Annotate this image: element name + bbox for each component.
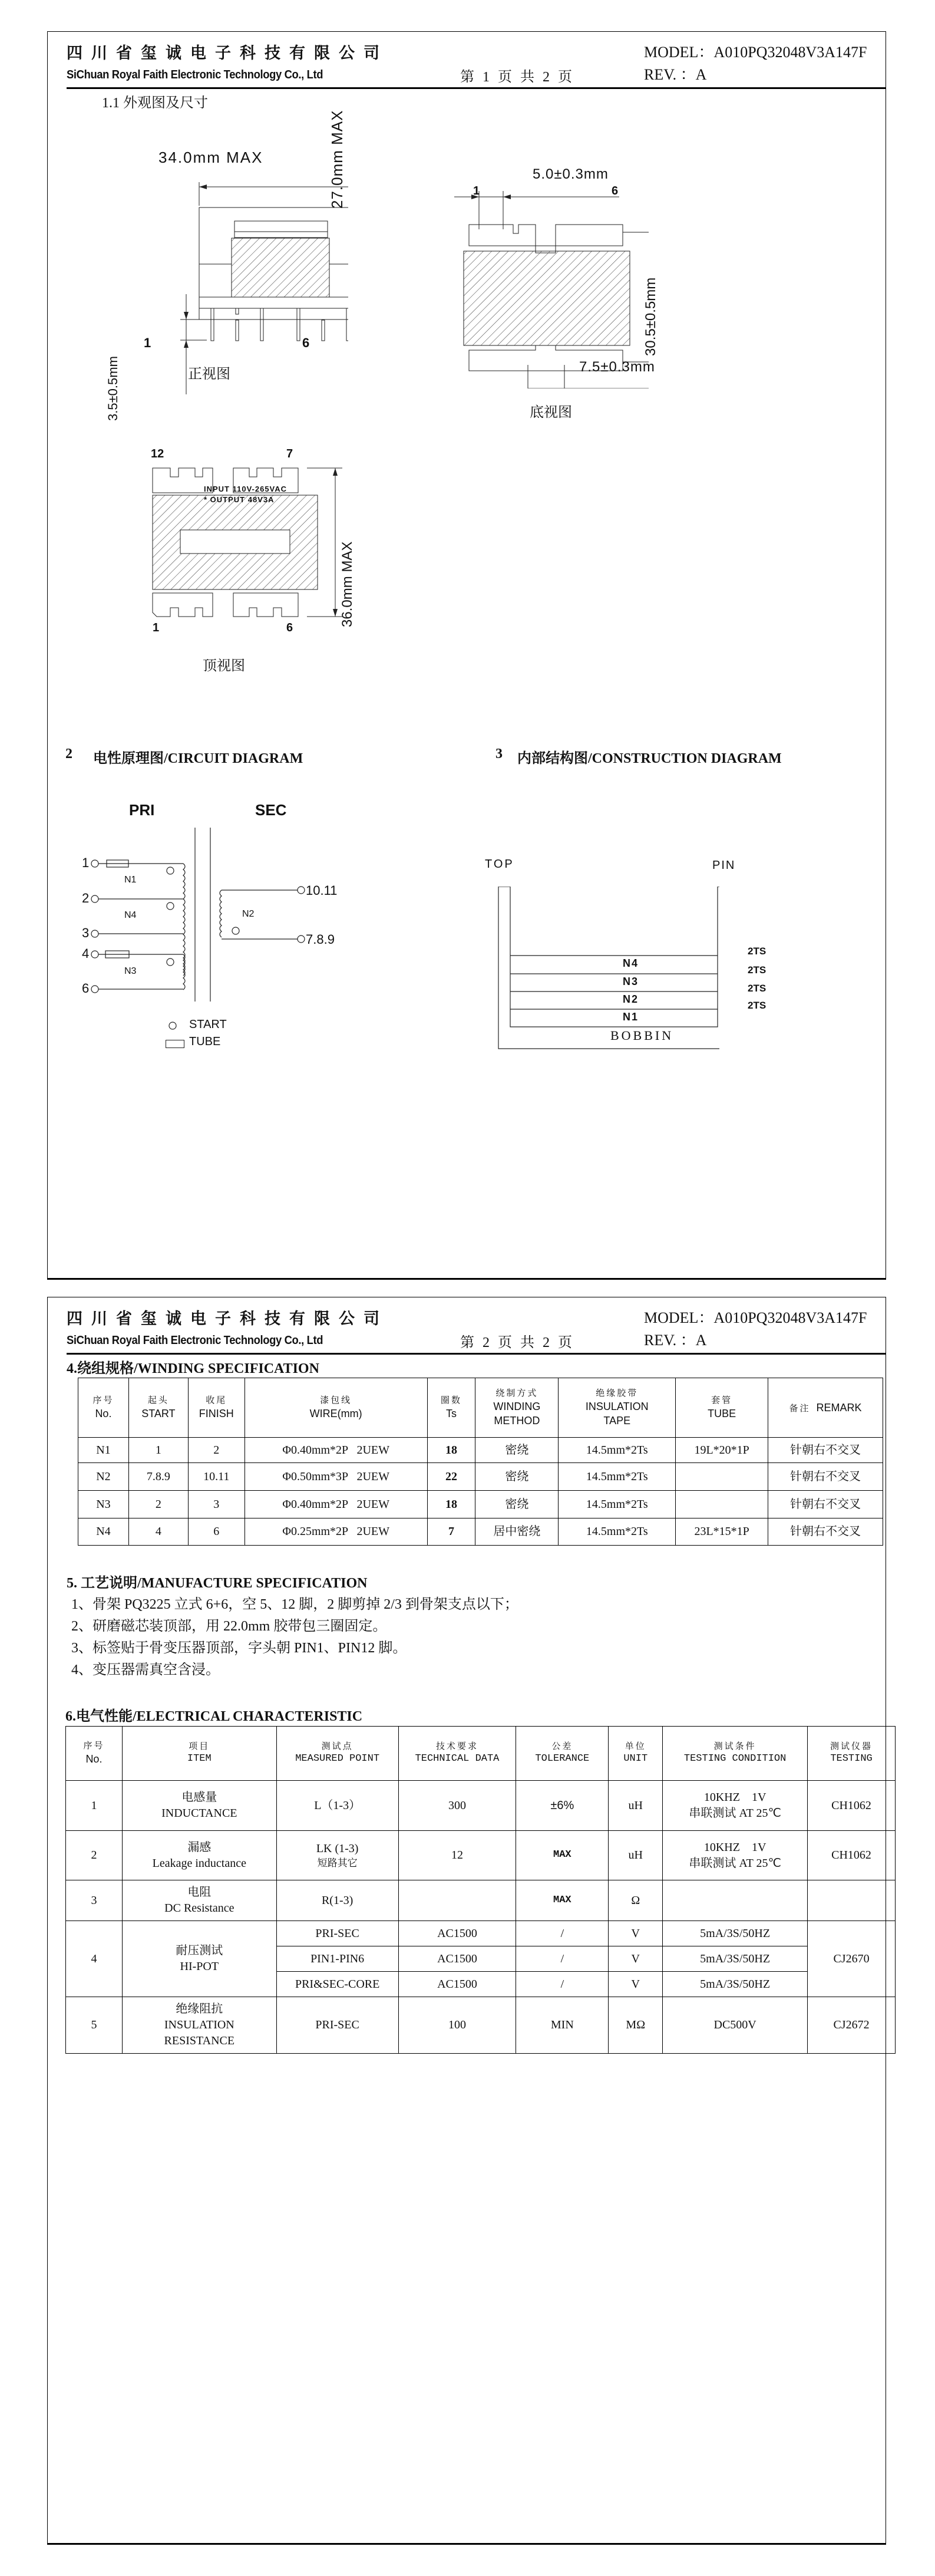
header-turns: 圈数 Ts (427, 1378, 475, 1438)
pin-length-dimension: 3.5±0.5mm (105, 356, 120, 421)
electrical-spec-table (65, 1726, 896, 2054)
section-3-number: 3 (495, 746, 503, 762)
legend-tube-icon (166, 1040, 184, 1048)
winding-n2-label: N2 (242, 909, 255, 919)
manufacture-step-3: 3、标签贴于骨变压器顶部，字头朝 PIN1、PIN12 脚。 (71, 1641, 407, 1656)
table-row: PIN1-PIN6 AC1500 / V 5mA/3S/50HZ (66, 1946, 896, 1972)
manufacture-step-1: 1、骨架 PQ3225 立式 6+6，空 5、12 脚，2 脚剪掉 2/3 到骨架支点以下； (71, 1597, 518, 1612)
section-1-title: 1.1 外观图及尺寸 (102, 95, 208, 111)
header-divider (67, 1353, 886, 1355)
pin-2-label: 2 (82, 891, 90, 905)
section-4-title: 4.绕组规格/WINDING SPECIFICATION (67, 1361, 319, 1376)
manufacture-step-2: 2、研磨磁芯装顶部，用 22.0mm 胶带包三圈固定。 (71, 1619, 387, 1634)
header-unit: 单位 UNIT (609, 1727, 663, 1781)
top-label: TOP (485, 858, 514, 871)
header-tape: 绝缘胶带 INSULATION TAPE (559, 1378, 676, 1438)
front-view-drawing (101, 147, 348, 394)
table-row: PRI&SEC-CORE AC1500 / V 5mA/3S/50HZ (66, 1972, 896, 1997)
table-row: N3 2 3 Φ0.40mm*2P 2UEW 18 密绕 14.5mm*2Ts 针朝右不交叉 (78, 1491, 883, 1518)
top-pin-6-label: 6 (286, 621, 293, 634)
header-finish: 收尾 FINISH (188, 1378, 245, 1438)
layer-n1: N1 (623, 1011, 639, 1023)
circuit-diagram (65, 822, 348, 1034)
model-number: MODEL：A010PQ32048V3A147F (644, 44, 867, 61)
header-item: 项目 ITEM (122, 1727, 276, 1781)
header-testing: 测试仪器 TESTING (808, 1727, 896, 1781)
pin-4-label: 4 (82, 946, 90, 961)
front-width-dimension: 34.0mm MAX (158, 149, 263, 166)
pin-6-label: 6 (82, 981, 90, 996)
header-tolerance: 公差 TOLERANCE (516, 1727, 609, 1781)
header-divider (67, 87, 886, 89)
front-pin-6-label: 6 (302, 335, 310, 350)
table-header-row (78, 1378, 883, 1438)
secondary-label: SEC (255, 801, 287, 819)
front-pin-1-label: 1 (144, 335, 151, 350)
bottom-pin-6-label: 6 (612, 185, 619, 197)
spec-page-2 (47, 1297, 886, 2545)
table-row: N4 4 6 Φ0.25mm*2P 2UEW 7 居中密绕 14.5mm*2Ts 23L*15*1P 针朝右不交叉 (78, 1518, 883, 1546)
header-start: 起头 START (128, 1378, 188, 1438)
tape-layer-1: 2TS (748, 946, 766, 957)
header-remark: 备注 REMARK (768, 1378, 883, 1438)
table-row: 1 电感量 INDUCTANCE L（1-3） 300 ±6% uH 10KHZ 1V 串联测试 AT 25℃ CH1062 (66, 1781, 896, 1831)
page-number: 第 1 页 共 2 页 (460, 70, 574, 85)
header-testing-condition: 测试条件 TESTING CONDITION (663, 1727, 808, 1781)
primary-label: PRI (129, 801, 155, 819)
tape-layer-3: 2TS (748, 983, 766, 994)
revision: REV. ：A (644, 66, 707, 83)
pin-3-label: 3 (82, 925, 90, 940)
tape-layer-2: 2TS (748, 964, 766, 976)
front-view-caption: 正视图 (188, 367, 230, 382)
layer-n2: N2 (623, 993, 639, 1005)
layer-n4: N4 (623, 957, 639, 969)
pin-pitch-dimension: 5.0±0.3mm (533, 166, 609, 182)
company-name-en: SiChuan Royal Faith Electronic Technology Co., Ltd (67, 68, 323, 81)
top-pin-1-label: 1 (153, 621, 160, 634)
top-pin-7-label: 7 (286, 447, 293, 460)
header-no: 序号 No. (66, 1727, 123, 1781)
winding-spec-table (78, 1378, 883, 1546)
bottom-view-caption: 底视图 (530, 405, 572, 420)
bobbin-label: BOBBIN (610, 1028, 674, 1043)
tape-layer-4: 2TS (748, 1000, 766, 1011)
revision: REV. ：A (644, 1332, 707, 1349)
bottom-pin-1-label: 1 (473, 185, 480, 197)
table-row: 4 耐压测试 HI-POT PRI-SEC AC1500 / V 5mA/3S/50HZ CJ2670 (66, 1921, 896, 1946)
company-name-cn: 四川省玺诚电子科技有限公司 (67, 1310, 388, 1328)
label-output-line: * OUTPUT 48V3A (204, 495, 275, 504)
table-row: 5 绝缘阻抗 INSULATION RESISTANCE PRI-SEC 100 MIN MΩ DC500V CJ2672 (66, 1997, 896, 2054)
bottom-view-drawing (425, 176, 649, 388)
section-6-title: 6.电气性能/ELECTRICAL CHARACTERISTIC (65, 1709, 363, 1724)
winding-n1-label: N1 (124, 875, 137, 885)
spec-page-1 (47, 31, 886, 1280)
section-2-title: 电性原理图/CIRCUIT DIAGRAM (93, 751, 303, 766)
product-label (204, 484, 287, 505)
page-number: 第 2 页 共 2 页 (460, 1335, 574, 1350)
front-height-dimension: 27.0mm MAX (328, 110, 346, 209)
header-method: 绕制方式 WINDING METHOD (475, 1378, 559, 1438)
legend-start-label: START (189, 1018, 227, 1031)
company-name-en: SiChuan Royal Faith Electronic Technology Co., Ltd (67, 1334, 323, 1347)
header-no: 序号 No. (78, 1378, 129, 1438)
table-row: N1 1 2 Φ0.40mm*2P 2UEW 18 密绕 14.5mm*2Ts 19L*20*1P 针朝右不交叉 (78, 1438, 883, 1463)
section-3-title: 内部结构图/CONSTRUCTION DIAGRAM (517, 751, 782, 766)
header-technical-data: 技术要求 TECHNICAL DATA (398, 1727, 516, 1781)
model-number: MODEL：A010PQ32048V3A147F (644, 1309, 867, 1326)
top-pin-12-label: 12 (151, 447, 164, 460)
pin-label: PIN (712, 859, 736, 872)
table-header-row (66, 1727, 896, 1781)
winding-n3-label: N3 (124, 966, 137, 976)
sec-pin-7-8-9-label: 7.8.9 (306, 932, 335, 947)
section-5-title: 5. 工艺说明/MANUFACTURE SPECIFICATION (67, 1576, 368, 1591)
header-wire: 漆包线 WIRE(mm) (245, 1378, 427, 1438)
table-row: N2 7.8.9 10.11 Φ0.50mm*3P 2UEW 22 密绕 14.5mm*2Ts 针朝右不交叉 (78, 1463, 883, 1491)
company-name-cn: 四川省玺诚电子科技有限公司 (67, 44, 388, 62)
pin-1-label: 1 (82, 855, 90, 870)
winding-n4-label: N4 (124, 910, 137, 920)
header-measured-point: 测试点 MEASURED POINT (276, 1727, 398, 1781)
top-view-caption: 顶视图 (203, 658, 245, 674)
pin-row-dimension: 30.5±0.5mm (643, 277, 659, 356)
sec-pin-10-11-label: 10.11 (306, 883, 338, 898)
layer-n3: N3 (623, 976, 639, 987)
header-tube: 套管 TUBE (676, 1378, 768, 1438)
section-2-number: 2 (65, 746, 72, 762)
top-height-dimension: 36.0mm MAX (339, 541, 355, 627)
label-input-line: INPUT 110V-265VAC (204, 485, 288, 493)
table-row: 2 漏感 Leakage inductance LK (1-3) 短路其它 12 MAX uH 10KHZ 1V 串联测试 AT 25℃ CH1062 (66, 1831, 896, 1880)
table-row: 3 电阻 DC Resistance R(1-3) MAX Ω (66, 1880, 896, 1921)
row-gap-dimension: 7.5±0.3mm (579, 359, 655, 375)
legend-tube-label: TUBE (189, 1035, 221, 1048)
construction-diagram (495, 887, 719, 1081)
manufacture-step-4: 4、变压器需真空含浸。 (71, 1662, 220, 1678)
